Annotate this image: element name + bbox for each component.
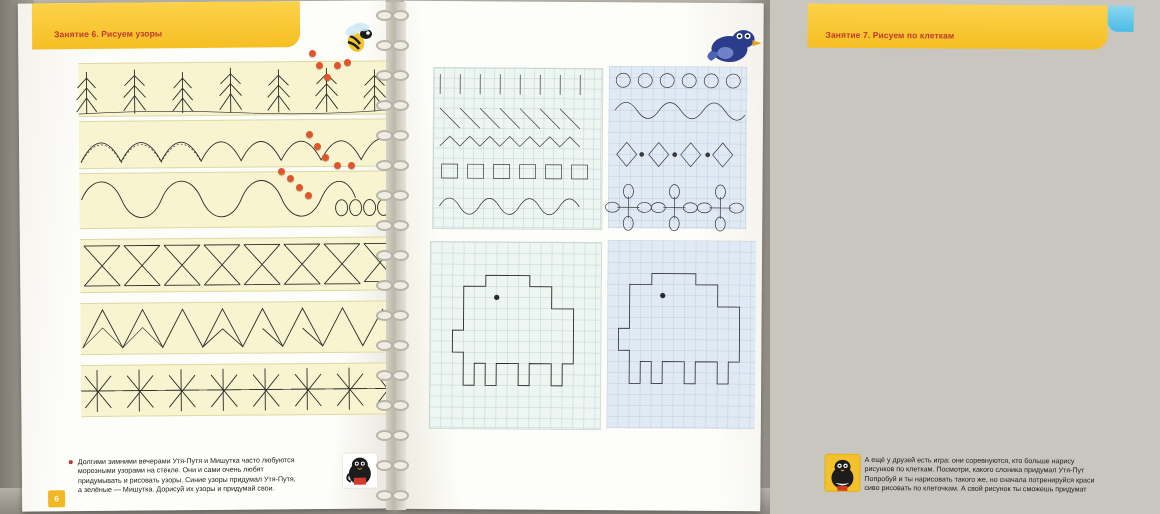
- zigzag-diamond-pattern: [80, 301, 398, 354]
- strip-hourglass: [80, 236, 398, 293]
- trail-dot: [314, 143, 321, 150]
- duck-character-sticker: [342, 452, 378, 488]
- strip-sine-loops: [79, 170, 397, 229]
- trail-dot: [287, 175, 294, 182]
- panel-lines-top-left: [432, 67, 603, 230]
- strip-zigzag-diamond: [80, 300, 398, 355]
- trail-dot: [278, 168, 285, 175]
- star-asterisk-pattern: [81, 363, 399, 416]
- right-page-header-band: [807, 4, 1107, 50]
- bee-illustration: [336, 24, 388, 58]
- open-workbook: [6, 2, 1095, 510]
- trail-dot: [309, 50, 316, 57]
- trail-dot: [316, 62, 323, 69]
- footer-line: придумывать и рисовать узоры. Синие узоры придумал Утя-Путя,: [77, 474, 296, 485]
- magpie-character-sticker: [824, 454, 860, 492]
- trail-dot: [306, 131, 313, 138]
- trail-dot: [344, 59, 351, 66]
- header-corner-accent: [1108, 6, 1134, 32]
- footer-line: рисунков по клеткам. Посмотри, какого слоника придумал Утя-Пут: [864, 465, 1085, 475]
- panel-circles-top-right: [608, 66, 747, 229]
- spiral-binding-right: [392, 2, 414, 510]
- footer-line: Долгими зимними вечерами Утя-Путя и Мишутка часто любуются: [77, 456, 295, 467]
- panel-elephant-outline: [429, 241, 602, 430]
- right-page-footer-text: [864, 456, 1156, 495]
- fir-tree-pattern: [78, 61, 396, 116]
- footer-bullet-red: [69, 460, 73, 464]
- wave-arc-pattern: [79, 119, 397, 168]
- left-page-header-band: [32, 1, 300, 49]
- left-page-footer-text: [78, 456, 340, 495]
- footer-line: а зелёные — Мишутка. Дорисуй их узоры и придумай свои.: [78, 484, 275, 494]
- panel-elephant-copy: [607, 240, 756, 429]
- trail-dot: [334, 162, 341, 169]
- trail-dot: [322, 154, 329, 161]
- footer-line: морозными узорами на стекле. Они и сами очень любят: [77, 465, 264, 476]
- left-page-title: Занятие 6. Рисуем узоры: [54, 28, 163, 40]
- footer-line: Попробуй и ты нарисовать такого же, но сначала потренируйся краси: [864, 474, 1095, 485]
- trail-dot: [296, 184, 303, 191]
- trail-dot: [334, 62, 341, 69]
- sine-loop-pattern: [79, 171, 397, 228]
- trail-dot: [305, 192, 312, 199]
- page-number-badge: 6: [48, 490, 65, 507]
- strip-fir-trees: [78, 60, 396, 117]
- strip-star-asterisk: [81, 362, 399, 417]
- left-page: [18, 0, 390, 511]
- trail-dot: [348, 162, 355, 169]
- footer-line: сиво рисовать по клеточкам. А свой рисунок ты сможешь придумат: [864, 483, 1087, 494]
- right-page-title: Занятие 7. Рисуем по клеткам: [825, 29, 955, 41]
- trail-dot: [324, 74, 331, 81]
- footer-line: А ещё у друзей есть игра: они соревнуются, кто больше нарису: [864, 455, 1075, 466]
- hourglass-pattern: [80, 237, 398, 292]
- right-page: [400, 1, 1095, 512]
- bird-illustration: [703, 23, 765, 69]
